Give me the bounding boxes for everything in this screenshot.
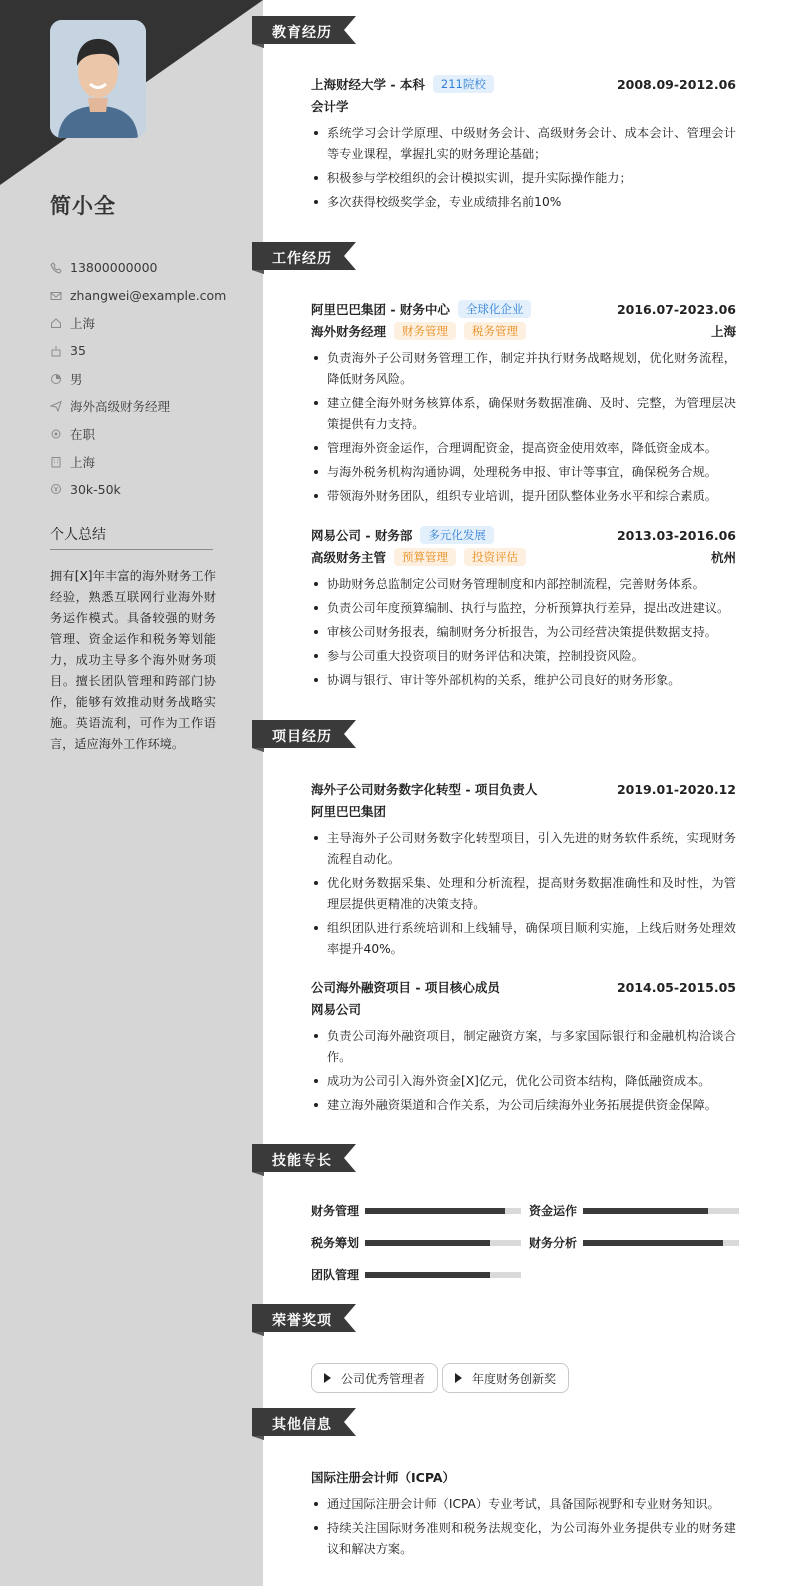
education-major-row — [311, 95, 736, 117]
work-1-header-row — [311, 298, 736, 320]
work-2-skill-tag: 投资评估 — [464, 548, 526, 566]
section-title-awards: 荣誉奖项 — [272, 1313, 332, 1329]
award-item — [442, 1363, 569, 1393]
info-email — [50, 282, 250, 310]
skill-bar-fill — [583, 1240, 723, 1246]
profile-name: 简小全 — [50, 194, 116, 218]
work-2-title-row — [311, 546, 736, 568]
list-item: 持续关注国际财务准则和税务法规变化，为公司海外业务提供专业的财务建议和解决方案。 — [311, 1518, 736, 1560]
skill-bar — [365, 1208, 521, 1214]
section-header-project — [252, 720, 362, 752]
info-age-text: 35 — [70, 343, 86, 359]
award-label: 年度财务创新奖 — [472, 1371, 557, 1386]
skill-bar-fill — [365, 1208, 505, 1214]
work-2-skill-tag: 预算管理 — [394, 548, 456, 566]
section-title-other: 其他信息 — [272, 1417, 332, 1433]
skill-name: 税务筹划 — [311, 1236, 360, 1250]
work-1-date: 2016.07-2023.06 — [616, 301, 736, 317]
list-item: 带领海外财务团队，组织专业培训，提升团队整体业务水平和综合素质。 — [311, 486, 736, 507]
skill-item — [311, 1234, 521, 1251]
skill-bar-fill — [583, 1208, 708, 1214]
education-tag: 211院校 — [433, 75, 494, 93]
info-gender — [50, 365, 250, 393]
info-work-city — [50, 448, 250, 476]
work-entry-1 — [311, 298, 736, 510]
education-school: 上海财经大学 - 本科 — [311, 77, 425, 92]
skill-bar-fill — [365, 1272, 490, 1278]
skill-item — [311, 1202, 521, 1219]
info-status — [50, 420, 250, 448]
play-icon — [324, 1373, 331, 1383]
project-2-org-row — [311, 998, 736, 1020]
section-header-other — [252, 1408, 362, 1440]
info-status-text: 在职 — [70, 426, 96, 442]
section-header-work — [252, 242, 362, 274]
building-icon — [50, 456, 62, 468]
list-item: 组织团队进行系统培训和上线辅导，确保项目顺利实施，上线后财务处理效率提升40%。 — [311, 918, 736, 960]
phone-icon — [50, 262, 62, 274]
list-item: 多次获得校级奖学金，专业成绩排名前10% — [311, 192, 736, 213]
info-age — [50, 337, 250, 365]
work-2-company: 网易公司 - 财务部 — [311, 528, 413, 543]
section-title-project: 项目经历 — [272, 729, 332, 745]
project-1-bullets — [311, 828, 736, 960]
project-2-name: 公司海外融资项目 - 项目核心成员 — [311, 980, 500, 995]
work-1-company: 阿里巴巴集团 - 财务中心 — [311, 302, 450, 317]
list-item: 建立健全海外财务核算体系，确保财务数据准确、及时、完整，为管理层决策提供有力支持。 — [311, 393, 736, 435]
skill-bar — [583, 1240, 739, 1246]
education-entry — [311, 73, 736, 216]
info-target-position-text: 海外高级财务经理 — [70, 399, 171, 415]
sidebar — [0, 0, 263, 1586]
section-title-skills: 技能专长 — [272, 1153, 332, 1169]
project-1-org-row — [311, 800, 736, 822]
education-header-row — [311, 73, 736, 95]
project-entry-2 — [311, 976, 736, 1119]
project-2-date: 2014.05-2015.05 — [616, 979, 736, 995]
info-gender-text: 男 — [70, 371, 83, 387]
info-location — [50, 309, 250, 337]
skill-bar — [365, 1240, 521, 1246]
other-title: 国际注册会计师（ICPA） — [311, 1470, 456, 1485]
skill-name: 财务管理 — [311, 1204, 360, 1218]
salary-icon — [50, 483, 62, 495]
work-1-city: 上海 — [710, 324, 736, 339]
skill-item — [529, 1202, 739, 1219]
work-2-city: 杭州 — [710, 550, 736, 565]
work-2-date: 2013.03-2016.06 — [616, 527, 736, 543]
info-email-text: zhangwei@example.com — [70, 288, 227, 304]
education-bullets — [311, 123, 736, 213]
play-icon — [455, 1373, 462, 1383]
skill-bar — [365, 1272, 521, 1278]
section-title-education: 教育经历 — [272, 25, 332, 41]
list-item: 参与公司重大投资项目的财务评估和决策，控制投资风险。 — [311, 646, 736, 667]
award-label: 公司优秀管理者 — [341, 1371, 426, 1386]
project-1-org: 阿里巴巴集团 — [311, 804, 387, 819]
skill-item — [311, 1266, 521, 1283]
list-item: 主导海外子公司财务数字化转型项目，引入先进的财务软件系统，实现财务流程自动化。 — [311, 828, 736, 870]
summary-divider — [50, 549, 213, 550]
status-icon — [50, 428, 62, 440]
home-icon — [50, 317, 62, 329]
project-2-org: 网易公司 — [311, 1002, 362, 1017]
send-icon — [50, 400, 62, 412]
education-major: 会计学 — [311, 99, 349, 114]
work-1-bullets — [311, 348, 736, 507]
list-item: 系统学习会计学原理、中级财务会计、高级财务会计、成本会计、管理会计等专业课程，掌握扎实的财务理论基础； — [311, 123, 736, 165]
work-1-skill-tag: 税务管理 — [464, 322, 526, 340]
contact-info-list — [50, 254, 250, 503]
list-item: 优化财务数据采集、处理和分析流程，提高财务数据准确性和及时性，为管理层提供更精准的决策支持。 — [311, 873, 736, 915]
project-entry-1 — [311, 778, 736, 963]
list-item: 审核公司财务报表，编制财务分析报告，为公司经营决策提供数据支持。 — [311, 622, 736, 643]
project-1-header-row — [311, 778, 736, 800]
work-2-bullets — [311, 574, 736, 691]
summary-text: 拥有[X]年丰富的海外财务工作经验，熟悉互联网行业海外财务运作模式。具备较强的财务管理、资金运作和税务筹划能力，成功主导多个海外财务项目。擅长团队管理和跨部门协作，能够有效推动财务战略实施。英语流利，可作为工作语言，适应海外工作环境。 — [50, 569, 216, 751]
section-header-skills — [252, 1144, 362, 1176]
info-location-text: 上海 — [70, 316, 96, 332]
list-item: 负责海外子公司财务管理工作，制定并执行财务战略规划，优化财务流程，降低财务风险。 — [311, 348, 736, 390]
info-salary-text: 30k-50k — [70, 481, 121, 497]
skill-bar — [583, 1208, 739, 1214]
mail-icon — [50, 290, 62, 302]
list-item: 协调与银行、审计等外部机构的关系，维护公司良好的财务形象。 — [311, 670, 736, 691]
project-1-date: 2019.01-2020.12 — [616, 781, 736, 797]
list-item: 成功为公司引入海外资金[X]亿元，优化公司资本结构，降低融资成本。 — [311, 1071, 736, 1092]
other-title-row — [311, 1466, 736, 1488]
age-icon — [50, 345, 62, 357]
skill-name: 财务分析 — [529, 1236, 578, 1250]
gender-icon — [50, 373, 62, 385]
list-item: 负责公司年度预算编制、执行与监控，分析预算执行差异，提出改进建议。 — [311, 598, 736, 619]
list-item: 积极参与学校组织的会计模拟实训，提升实际操作能力； — [311, 168, 736, 189]
project-2-bullets — [311, 1026, 736, 1116]
other-bullets — [311, 1494, 736, 1560]
list-item: 负责公司海外融资项目，制定融资方案，与多家国际银行和金融机构洽谈合作。 — [311, 1026, 736, 1068]
work-1-title-row — [311, 320, 736, 342]
skill-name: 资金运作 — [529, 1204, 578, 1218]
work-2-header-row — [311, 524, 736, 546]
list-item: 通过国际注册会计师（ICPA）专业考试，具备国际视野和专业财务知识。 — [311, 1494, 736, 1515]
award-item — [311, 1363, 438, 1393]
project-1-name: 海外子公司财务数字化转型 - 项目负责人 — [311, 782, 538, 797]
section-header-awards — [252, 1304, 362, 1336]
work-1-company-tag: 全球化企业 — [458, 300, 532, 318]
work-2-company-tag: 多元化发展 — [420, 526, 494, 544]
summary-title: 个人总结 — [50, 527, 106, 543]
list-item: 管理海外资金运作，合理调配资金，提高资金使用效率，降低资金成本。 — [311, 438, 736, 459]
info-phone-text: 13800000000 — [70, 260, 158, 276]
work-entry-2 — [311, 524, 736, 694]
list-item: 协助财务总监制定公司财务管理制度和内部控制流程，完善财务体系。 — [311, 574, 736, 595]
skill-item — [529, 1234, 739, 1251]
list-item: 建立海外融资渠道和合作关系，为公司后续海外业务拓展提供资金保障。 — [311, 1095, 736, 1116]
education-date: 2008.09-2012.06 — [616, 76, 736, 92]
info-phone — [50, 254, 250, 282]
other-entry — [311, 1466, 736, 1563]
work-1-title: 海外财务经理 — [311, 324, 387, 339]
section-title-work: 工作经历 — [272, 251, 332, 267]
list-item: 与海外税务机构沟通协调，处理税务申报、审计等事宜，确保税务合规。 — [311, 462, 736, 483]
section-header-education — [252, 16, 362, 48]
work-2-title: 高级财务主管 — [311, 550, 387, 565]
skill-name: 团队管理 — [311, 1268, 360, 1282]
info-target-position — [50, 392, 250, 420]
avatar — [50, 20, 146, 138]
work-1-skill-tag: 财务管理 — [394, 322, 456, 340]
info-work-city-text: 上海 — [70, 454, 96, 470]
info-salary — [50, 476, 250, 504]
project-2-header-row — [311, 976, 736, 998]
skill-bar-fill — [365, 1240, 490, 1246]
